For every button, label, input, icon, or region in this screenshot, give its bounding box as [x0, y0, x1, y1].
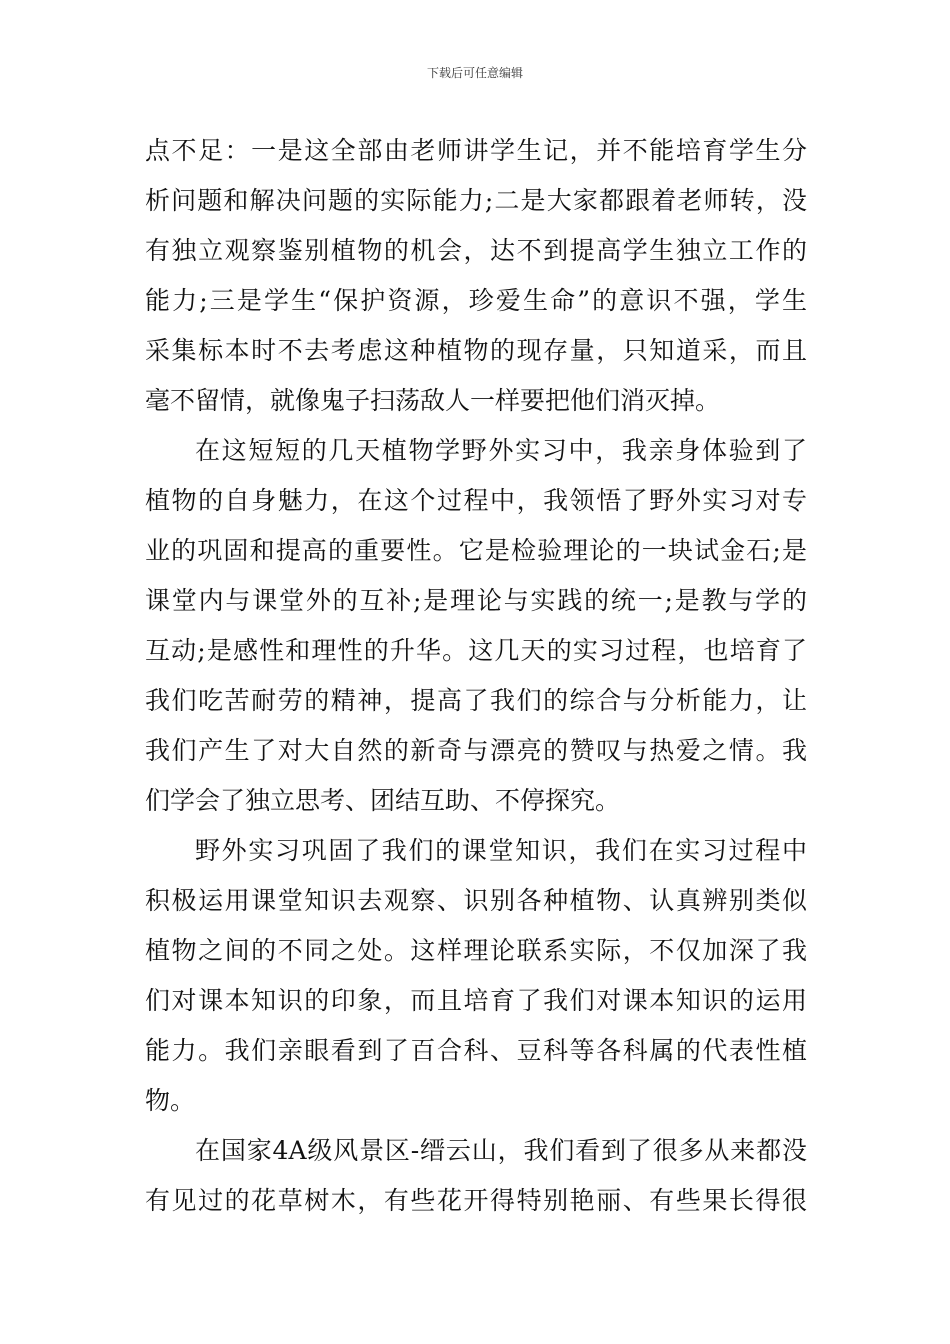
page-header: 下载后可任意编辑	[426, 66, 523, 80]
text-line: 互动;是感性和理性的升华。这几天的实习过程，也培育了	[145, 636, 807, 665]
text-line: 课堂内与课堂外的互补;是理论与实践的统一;是教与学的	[145, 586, 807, 615]
text-line: 能力;三是学生“保护资源，珍爱生命”的意识不强，学生	[145, 286, 807, 315]
text-line: 积极运用课堂知识去观察、识别各种植物、认真辨别类似	[145, 886, 807, 915]
text-line: 点不足：一是这全部由老师讲学生记，并不能培育学生分	[145, 136, 807, 165]
paragraph-4	[145, 1126, 807, 1226]
text-line: 在国家4A级风景区-缙云山，我们看到了很多从来都没	[195, 1136, 807, 1165]
document-body	[145, 126, 807, 1226]
paragraph-1	[145, 126, 807, 426]
text-line: 析问题和解决问题的实际能力;二是大家都跟着老师转，没	[145, 186, 807, 215]
text-line: 野外实习巩固了我们的课堂知识，我们在实习过程中	[195, 836, 807, 865]
text-line: 们对课本知识的印象，而且培育了我们对课本知识的运用	[145, 986, 807, 1015]
text-line: 采集标本时不去考虑这种植物的现存量，只知道采，而且	[145, 336, 807, 365]
text-line: 有见过的花草树木，有些花开得特别艳丽、有些果长得很	[145, 1186, 807, 1215]
text-line: 我们吃苦耐劳的精神，提高了我们的综合与分析能力，让	[145, 686, 807, 715]
text-line: 业的巩固和提高的重要性。它是检验理论的一块试金石;是	[145, 536, 807, 565]
text-line: 植物之间的不同之处。这样理论联系实际，不仅加深了我	[145, 936, 807, 965]
text-line: 毫不留情，就像鬼子扫荡敌人一样要把他们消灭掉。	[145, 386, 721, 415]
text-line: 们学会了独立思考、团结互助、不停探究。	[145, 786, 621, 815]
text-line: 能力。我们亲眼看到了百合科、豆科等各科属的代表性植	[145, 1036, 807, 1065]
text-line: 有独立观察鉴别植物的机会，达不到提高学生独立工作的	[145, 236, 807, 265]
paragraph-3	[145, 826, 807, 1126]
text-line: 物。	[145, 1086, 196, 1115]
text-line: 植物的自身魅力，在这个过程中，我领悟了野外实习对专	[145, 486, 807, 515]
text-line: 我们产生了对大自然的新奇与漂亮的赞叹与热爱之情。我	[145, 736, 807, 765]
paragraph-2	[145, 426, 807, 826]
text-line: 在这短短的几天植物学野外实习中，我亲身体验到了	[195, 436, 807, 465]
